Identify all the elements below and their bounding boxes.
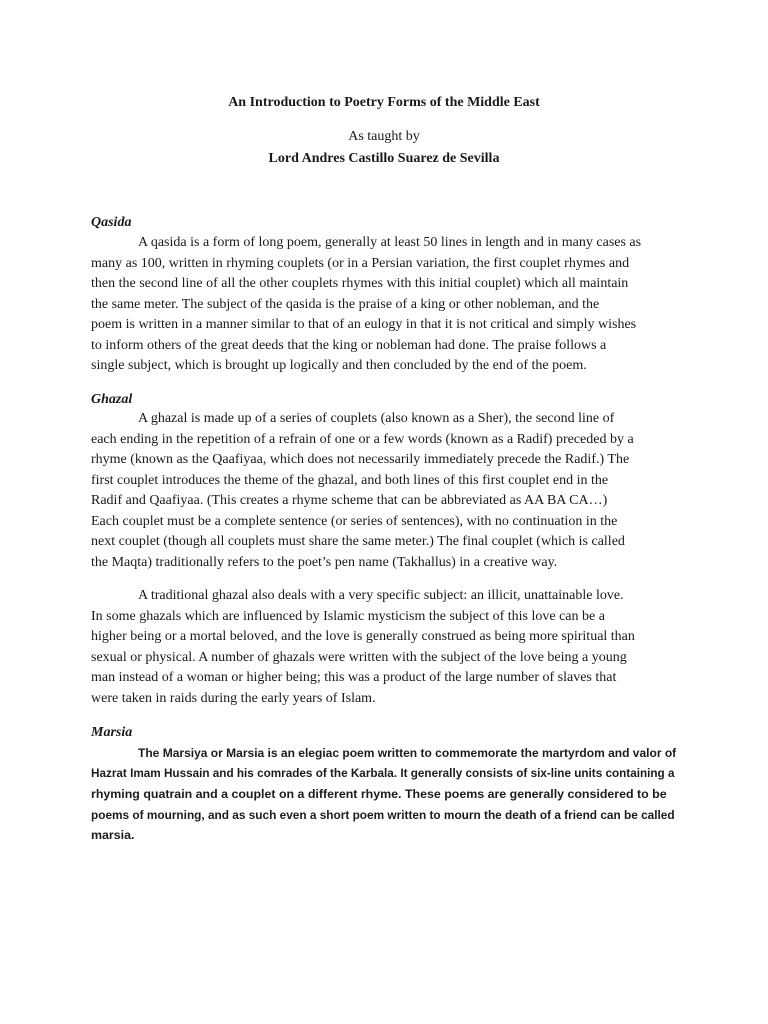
paragraph-line: The Marsiya or Marsia is an elegiac poem written to commemorate the martyrdom and valor of [138,746,677,760]
paragraph-line: Each couplet must be a complete sentence (or series of sentences), with no continuation in the [91,513,618,529]
paragraph-line: single subject, which is brought up logically and then concluded by the end of the poem. [91,358,587,373]
document-author: Lord Andres Castillo Suarez de Sevilla [268,151,500,166]
paragraph-line: were taken in raids during the early years of Islam. [91,690,376,706]
paragraph-line: Radif and Qaafiyaa. (This creates a rhyme scheme that can be abbreviated as AA BA CA…) [91,493,608,508]
paragraph-line: A ghazal is made up of a series of couplets (also known as a Sher), the second line of [138,411,615,426]
paragraph-line: higher being or a mortal beloved, and the love is generally construed as being more spiritual than [91,629,635,644]
paragraph-line: many as 100, written in rhyming couplets (or in a Persian variation, the first couplet rhymes and [91,255,630,271]
paragraph-qasida-1 [91,233,677,377]
document-subtitle: As taught by [348,129,420,144]
paragraph-marsia-1 [91,743,677,846]
paragraph-line: first couplet introduces the theme of the ghazal, and both lines of this first couplet end in the [91,472,609,488]
paragraph-line: A traditional ghazal also deals with a very specific subject: an illicit, unattainable love. [138,588,624,603]
paragraph-ghazal-2 [91,586,677,709]
paragraph-line: rhyme (known as the Qaafiyaa, which does not necessarily immediately precede the Radif.) The [91,452,630,467]
section-heading-qasida: Qasida [91,215,132,230]
paragraph-line: A qasida is a form of long poem, generally at least 50 lines in length and in many cases as [138,235,642,250]
paragraph-line: Hazrat Imam Hussain and his comrades of the Karbala. It generally consists of six-line units containing a [91,766,675,780]
document-title: An Introduction to Poetry Forms of the Middle East [228,95,540,110]
section-heading-marsia: Marsia [91,725,133,740]
paragraph-line: poem is written in a manner similar to that of an eulogy in that it is not critical and simply wishes [91,317,637,332]
paragraph-ghazal-1 [91,409,677,573]
paragraph-line: sexual or physical. A number of ghazals were written with the subject of the love being a young [91,649,627,665]
paragraph-line: marsia. [91,828,135,842]
paragraph-line: the Maqta) traditionally refers to the poet’s pen name (Takhallus) in a creative way. [91,554,558,570]
paragraph-line: to inform others of the great deeds that the king or nobleman had done. The praise follows a [91,337,607,353]
paragraph-line: In some ghazals which are influenced by Islamic mysticism the subject of this love can be a [91,608,605,624]
paragraph-line: man instead of a woman or higher being; this was a product of the large number of slaves that [91,670,617,685]
section-heading-ghazal: Ghazal [91,392,133,407]
paragraph-line: then the second line of all the other couplets rhymes with this initial couplet) which all maintain [91,276,629,291]
paragraph-line: each ending in the repetition of a refrain of one or a few words (known as a Radif) preceded by a [91,431,634,447]
paragraph-line: the same meter. The subject of the qasida is the praise of a king or other nobleman, and the [91,296,600,312]
paragraph-line: next couplet (though all couplets must share the same meter.) The final couplet (which is called [91,534,625,549]
paragraph-line: poems of mourning, and as such even a short poem written to mourn the death of a friend can be called [91,807,675,822]
paragraph-line: rhyming quatrain and a couplet on a different rhyme. These poems are generally considered to be [91,787,667,801]
